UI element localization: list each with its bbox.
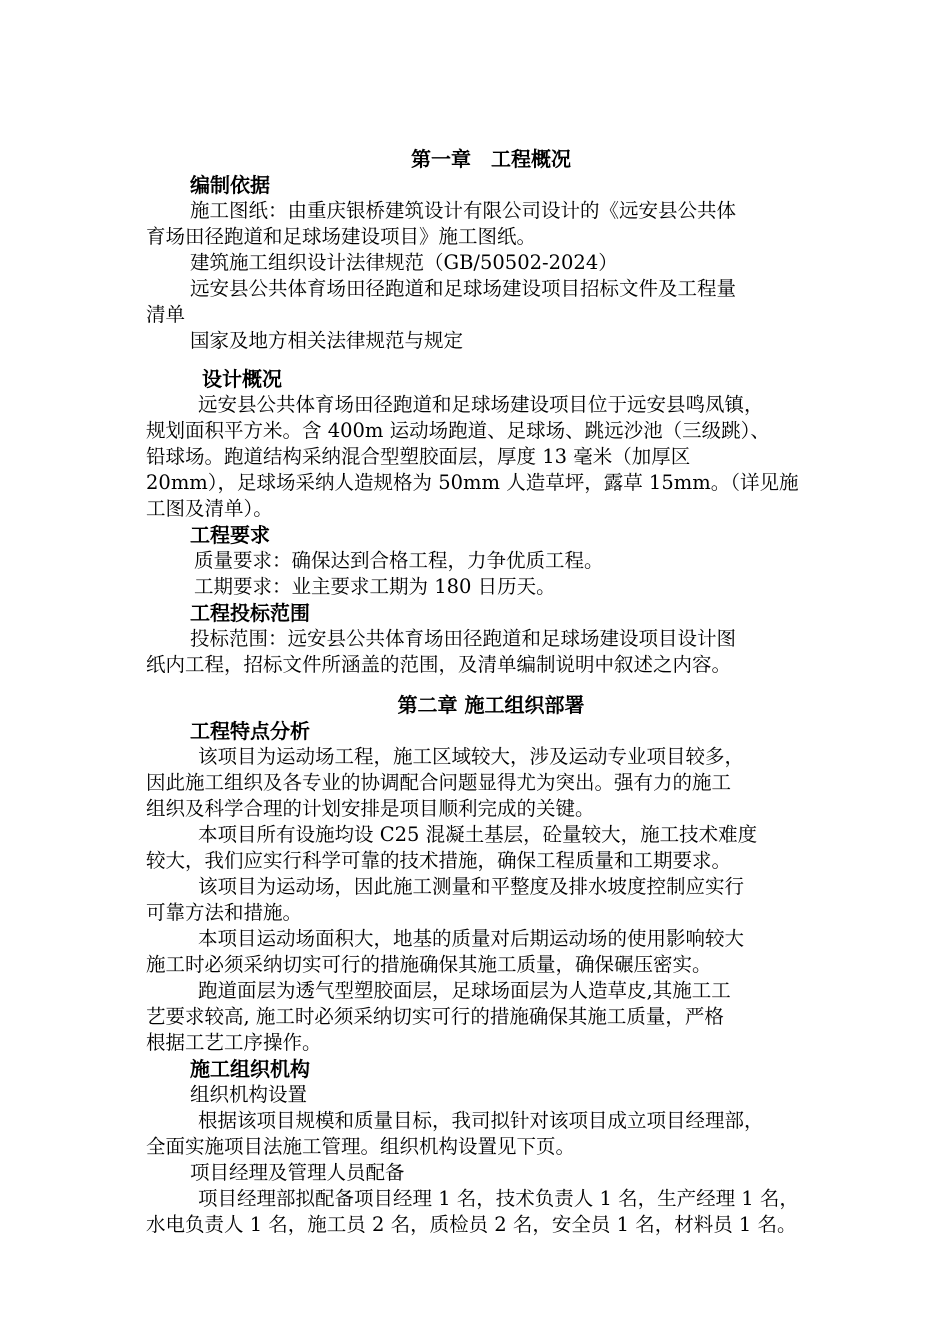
paragraph-line: 国家及地方相关法律规范与规定 <box>190 329 464 352</box>
paragraph-line: 组织及科学合理的计划安排是项目顺利完成的关键。 <box>146 797 595 820</box>
paragraph-line: 项目经理部拟配备项目经理 1 名，技术负责人 1 名，生产经理 1 名， <box>198 1187 799 1210</box>
paragraph-line: 根据该项目规模和质量目标，我司拟针对该项目成立项目经理部， <box>198 1109 764 1132</box>
document-page <box>146 146 836 1238</box>
paragraph-line: 可靠方法和措施。 <box>146 901 303 924</box>
paragraph-line: 质量要求：确保达到合格工程，力争优质工程。 <box>194 549 604 572</box>
paragraph-line: 因此施工组织及各专业的协调配合问题显得尤为突出。强有力的施工 <box>146 771 732 794</box>
paragraph-line: 工期要求：业主要求工期为 180 日历天。 <box>194 575 556 598</box>
paragraph-line: 该项目为运动场，因此施工测量和平整度及排水坡度控制应实行 <box>198 875 745 898</box>
section-requirements-title: 工程要求 <box>190 523 270 547</box>
paragraph-line: 工图及清单）。 <box>146 497 273 520</box>
paragraph-line: 全面实施项目法施工管理。组织机构设置见下页。 <box>146 1135 576 1158</box>
paragraph-line: 该项目为运动场工程，施工区域较大，涉及运动专业项目较多， <box>198 745 745 768</box>
paragraph-line: 项目经理及管理人员配备 <box>190 1161 405 1184</box>
paragraph-line: 水电负责人 1 名，施工员 2 名，质检员 2 名，安全员 1 名，材料员 1 名。 <box>146 1213 797 1236</box>
paragraph-line: 清单 <box>146 303 186 326</box>
paragraph-line: 远安县公共体育场田径跑道和足球场建设项目招标文件及工程量 <box>190 277 737 300</box>
paragraph-line: 投标范围：远安县公共体育场田径跑道和足球场建设项目设计图 <box>190 627 737 650</box>
paragraph-line: 跑道面层为透气型塑胶面层，足球场面层为人造草皮,其施工工 <box>198 979 731 1002</box>
section-basis-title: 编制依据 <box>190 173 270 197</box>
paragraph-line: 纸内工程，招标文件所涵盖的范围，及清单编制说明中叙述之内容。 <box>146 653 732 676</box>
paragraph-line: 施工时必须采纳切实可行的措施确保其施工质量，确保碾压密实。 <box>146 953 712 976</box>
chapter-2-title: 第二章 施工组织部署 <box>397 693 585 717</box>
paragraph-line: 组织机构设置 <box>190 1083 308 1106</box>
paragraph-line: 艺要求较高, 施工时必须采纳切实可行的措施确保其施工质量，严格 <box>146 1005 724 1028</box>
paragraph-line: 规划面积平方米。含 400m 运动场跑道、足球场、跳远沙池（三级跳）、 <box>146 419 770 442</box>
section-features-title: 工程特点分析 <box>190 719 310 743</box>
paragraph-line: 远安县公共体育场田径跑道和足球场建设项目位于远安县鸣凤镇， <box>198 393 764 416</box>
paragraph-line: 施工图纸：由重庆银桥建筑设计有限公司设计的《远安县公共体 <box>190 199 737 222</box>
paragraph-line: 较大，我们应实行科学可靠的技术措施，确保工程质量和工期要求。 <box>146 849 732 872</box>
paragraph-line: 本项目运动场面积大，地基的质量对后期运动场的使用影响较大 <box>198 927 745 950</box>
section-organization-title: 施工组织机构 <box>190 1057 310 1081</box>
paragraph-line: 根据工艺工序操作。 <box>146 1031 322 1054</box>
paragraph-line: 本项目所有设施均设 C25 混凝土基层，砼量较大，施工技术难度 <box>198 823 758 846</box>
section-design-title: 设计概况 <box>202 367 282 391</box>
chapter-1-title: 第一章 工程概况 <box>411 147 571 171</box>
paragraph-line: 20mm），足球场采纳人造规格为 50mm 人造草坪，露草 15mm。（详见施 <box>146 471 799 494</box>
paragraph-line: 建筑施工组织设计法律规范（GB/50502-2024） <box>190 251 618 274</box>
section-scope-title: 工程投标范围 <box>190 601 310 625</box>
paragraph-line: 育场田径跑道和足球场建设项目》施工图纸。 <box>146 225 537 248</box>
paragraph-line: 铅球场。跑道结构采纳混合型塑胶面层，厚度 13 毫米（加厚区 <box>146 445 691 468</box>
